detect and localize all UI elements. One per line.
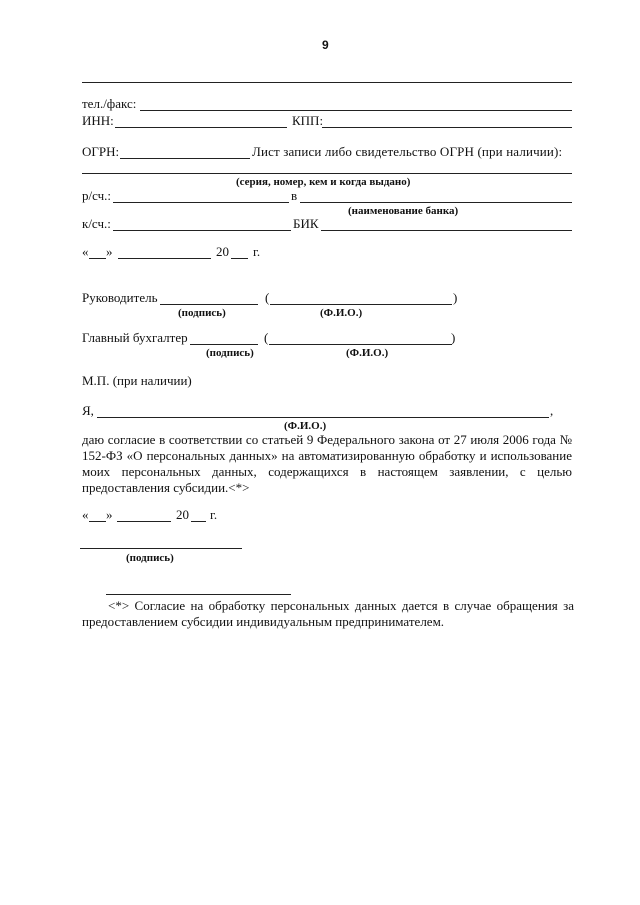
registry-hint: (серия, номер, кем и когда выдано)	[236, 176, 411, 188]
account-field[interactable]	[113, 202, 289, 203]
chief-paren-open: (	[264, 330, 269, 345]
footnote-separator	[106, 594, 291, 595]
date-month-field[interactable]	[118, 258, 211, 259]
account-label: р/сч.:	[82, 188, 112, 203]
seal-label: М.П. (при наличии)	[82, 373, 192, 388]
date-year-field[interactable]	[231, 258, 248, 259]
registry-sheet-label: Лист записи либо свидетельство ОГРН (при наличии):	[252, 144, 563, 159]
bik-field[interactable]	[321, 230, 572, 231]
corr-account-field[interactable]	[113, 230, 291, 231]
head-fio-field[interactable]	[270, 304, 452, 305]
consent-signature-hint: (подпись)	[126, 552, 174, 564]
consent-fio-field[interactable]	[97, 417, 549, 418]
blank-line	[82, 82, 572, 83]
date-year-prefix: 20	[216, 244, 229, 259]
phone-fax-field[interactable]	[140, 110, 572, 111]
chief-fio-hint: (Ф.И.О.)	[346, 347, 389, 359]
head-paren-close: )	[453, 290, 458, 305]
corr-account-label: к/сч.:	[82, 216, 111, 231]
date-day-field[interactable]	[89, 258, 106, 259]
consent-date-quote-close: »	[106, 507, 113, 522]
consent-date-month-field[interactable]	[117, 521, 171, 522]
phone-fax-label: тел./факс:	[82, 96, 137, 111]
date-quote-close: »	[106, 244, 113, 259]
consent-date-day-field[interactable]	[89, 521, 106, 522]
kpp-field[interactable]	[322, 127, 572, 128]
chief-accountant-signature-field[interactable]	[190, 344, 258, 345]
ogrn-field[interactable]	[120, 158, 250, 159]
bik-label: БИК	[293, 216, 319, 231]
chief-accountant-fio-field[interactable]	[269, 344, 452, 345]
footnote-text: <*> Согласие на обработку персональных данных дается в случае обращения за предоставлением субсидии индивидуальным предпринимателем.	[82, 598, 574, 629]
head-label: Руководитель	[82, 290, 158, 305]
head-signature-hint: (подпись)	[178, 307, 226, 319]
chief-signature-hint: (подпись)	[206, 347, 254, 359]
kpp-label: КПП:	[292, 113, 324, 128]
consent-date-year-prefix: 20	[176, 507, 189, 522]
consent-comma: ,	[550, 403, 554, 418]
consent-date-quote-open: «	[82, 507, 89, 522]
bank-field[interactable]	[300, 202, 572, 203]
ogrn-label: ОГРН:	[82, 144, 120, 159]
consent-signature-field[interactable]	[80, 548, 242, 549]
inn-field[interactable]	[115, 127, 287, 128]
chief-paren-close: )	[451, 330, 456, 345]
head-paren-open: (	[265, 290, 270, 305]
consent-text: даю согласие в соответствии со статьей 9 Федерального закона от 27 июля 2006 года № 152-ФЗ «О персональных данных» на автоматизированную обработку и использование моих персональных данных, содержащихся в настоящем заявлении, с целью предоставления субсидии.<*>	[82, 432, 572, 495]
bank-hint: (наименование банка)	[348, 205, 459, 217]
consent-date-year-suffix: г.	[210, 507, 218, 522]
page-number: 9	[322, 38, 329, 52]
head-signature-field[interactable]	[160, 304, 258, 305]
consent-fio-hint: (Ф.И.О.)	[284, 420, 327, 432]
date-quote-open: «	[82, 244, 89, 259]
registry-field[interactable]	[82, 173, 572, 174]
chief-accountant-label: Главный бухгалтер	[82, 330, 188, 345]
inn-label: ИНН:	[82, 113, 114, 128]
in-label: в	[291, 188, 298, 203]
head-fio-hint: (Ф.И.О.)	[320, 307, 363, 319]
date-year-suffix: г.	[253, 244, 261, 259]
consent-i-label: Я,	[82, 403, 94, 418]
consent-date-year-field[interactable]	[191, 521, 206, 522]
